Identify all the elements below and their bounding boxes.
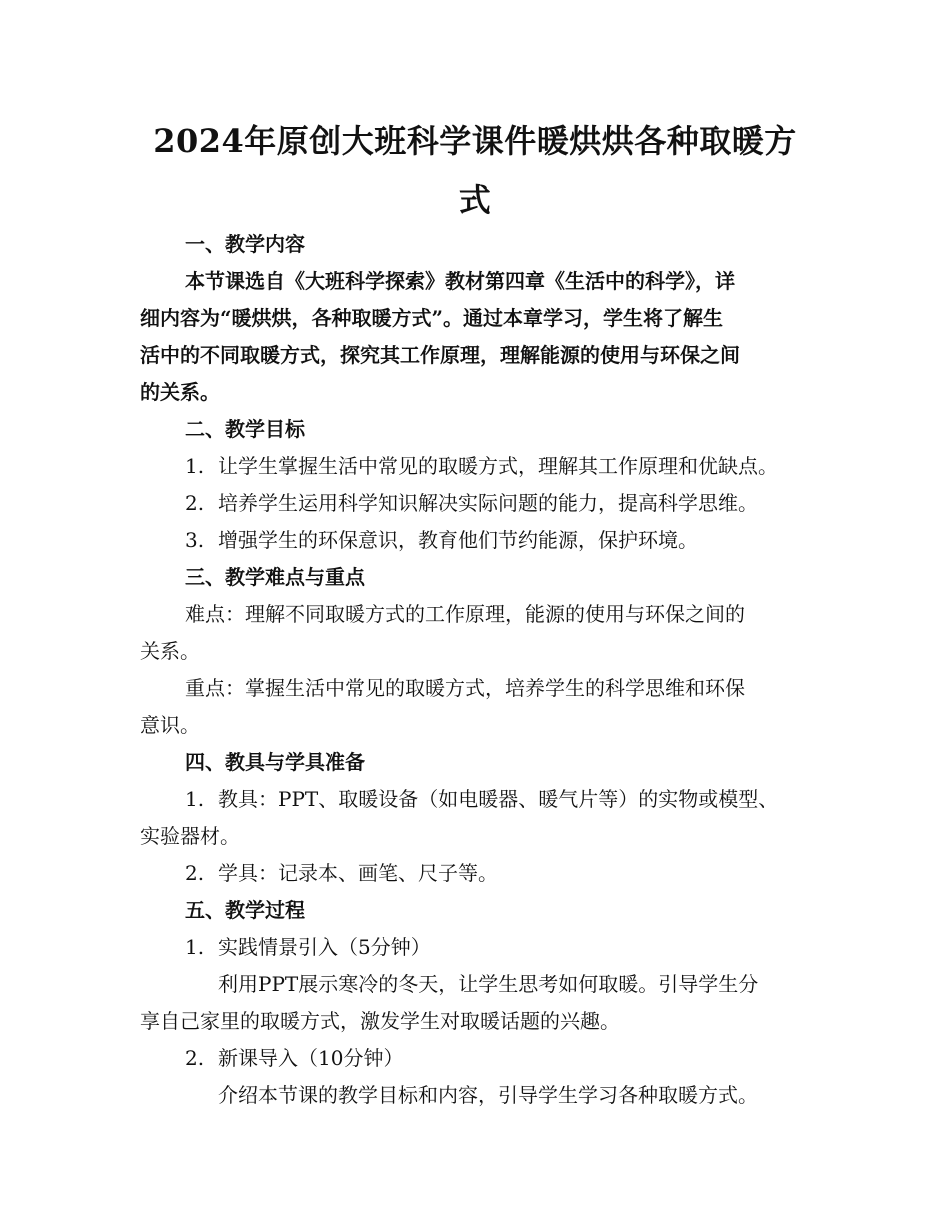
paragraph-line: 关系。 bbox=[140, 639, 200, 663]
section-heading-materials: 四、教具与学具准备 bbox=[185, 750, 365, 774]
list-item-number: 2. bbox=[185, 861, 205, 885]
section-heading-objectives: 二、教学目标 bbox=[185, 417, 305, 441]
list-item-number: 1. bbox=[185, 454, 205, 478]
paragraph-line: 实验器材。 bbox=[140, 824, 240, 848]
list-item-text: 教具：PPT、取暖设备（如电暖器、暖气片等）的实物或模型、 bbox=[218, 787, 779, 811]
list-item-text: 增强学生的环保意识，教育他们节约能源，保护环境。 bbox=[218, 528, 698, 552]
paragraph-line: 享自己家里的取暖方式，激发学生对取暖话题的兴趣。 bbox=[140, 1009, 620, 1033]
section-heading-difficulties: 三、教学难点与重点 bbox=[185, 565, 365, 589]
list-item-number: 2. bbox=[185, 491, 205, 515]
list-item bbox=[185, 934, 431, 960]
document-title: 2024年原创大班科学课件暖烘烘各种取暖方式 bbox=[153, 122, 797, 219]
paragraph-line: 活中的不同取暖方式，探究其工作原理，理解能源的使用与环保之间 bbox=[140, 343, 740, 367]
paragraph-line: 的关系。 bbox=[140, 380, 220, 404]
section-heading-process: 五、教学过程 bbox=[185, 898, 305, 922]
list-item bbox=[185, 527, 698, 553]
list-item-number: 2. bbox=[185, 1046, 205, 1070]
list-item bbox=[185, 860, 498, 886]
list-item bbox=[185, 490, 758, 516]
paragraph-line: 利用PPT展示寒冷的冬天，让学生思考如何取暖。引导学生分 bbox=[218, 972, 759, 996]
paragraph-line: 介绍本节课的教学目标和内容，引导学生学习各种取暖方式。 bbox=[218, 1083, 758, 1107]
list-item bbox=[185, 786, 778, 812]
list-item-text: 学具：记录本、画笔、尺子等。 bbox=[218, 861, 498, 885]
section-heading-content: 一、教学内容 bbox=[185, 232, 305, 256]
paragraph-line: 细内容为“暖烘烘，各种取暖方式”。通过本章学习，学生将了解生 bbox=[140, 306, 724, 330]
paragraph-line: 难点：理解不同取暖方式的工作原理，能源的使用与环保之间的 bbox=[185, 602, 745, 626]
list-item bbox=[185, 1045, 403, 1071]
list-item-number: 3. bbox=[185, 528, 205, 552]
list-item-text: 培养学生运用科学知识解决实际问题的能力，提高科学思维。 bbox=[218, 491, 758, 515]
list-item-text: 新课导入（10分钟） bbox=[218, 1046, 404, 1070]
list-item-text: 让学生掌握生活中常见的取暖方式，理解其工作原理和优缺点。 bbox=[218, 454, 778, 478]
paragraph-line: 意识。 bbox=[140, 713, 200, 737]
paragraph-line: 本节课选自《大班科学探索》教材第四章《生活中的科学》，详 bbox=[185, 269, 735, 293]
paragraph-line: 重点：掌握生活中常见的取暖方式，培养学生的科学思维和环保 bbox=[185, 676, 745, 700]
list-item-text: 实践情景引入（5分钟） bbox=[218, 935, 431, 959]
list-item-number: 1. bbox=[185, 787, 205, 811]
list-item bbox=[185, 453, 778, 479]
list-item-number: 1. bbox=[185, 935, 205, 959]
